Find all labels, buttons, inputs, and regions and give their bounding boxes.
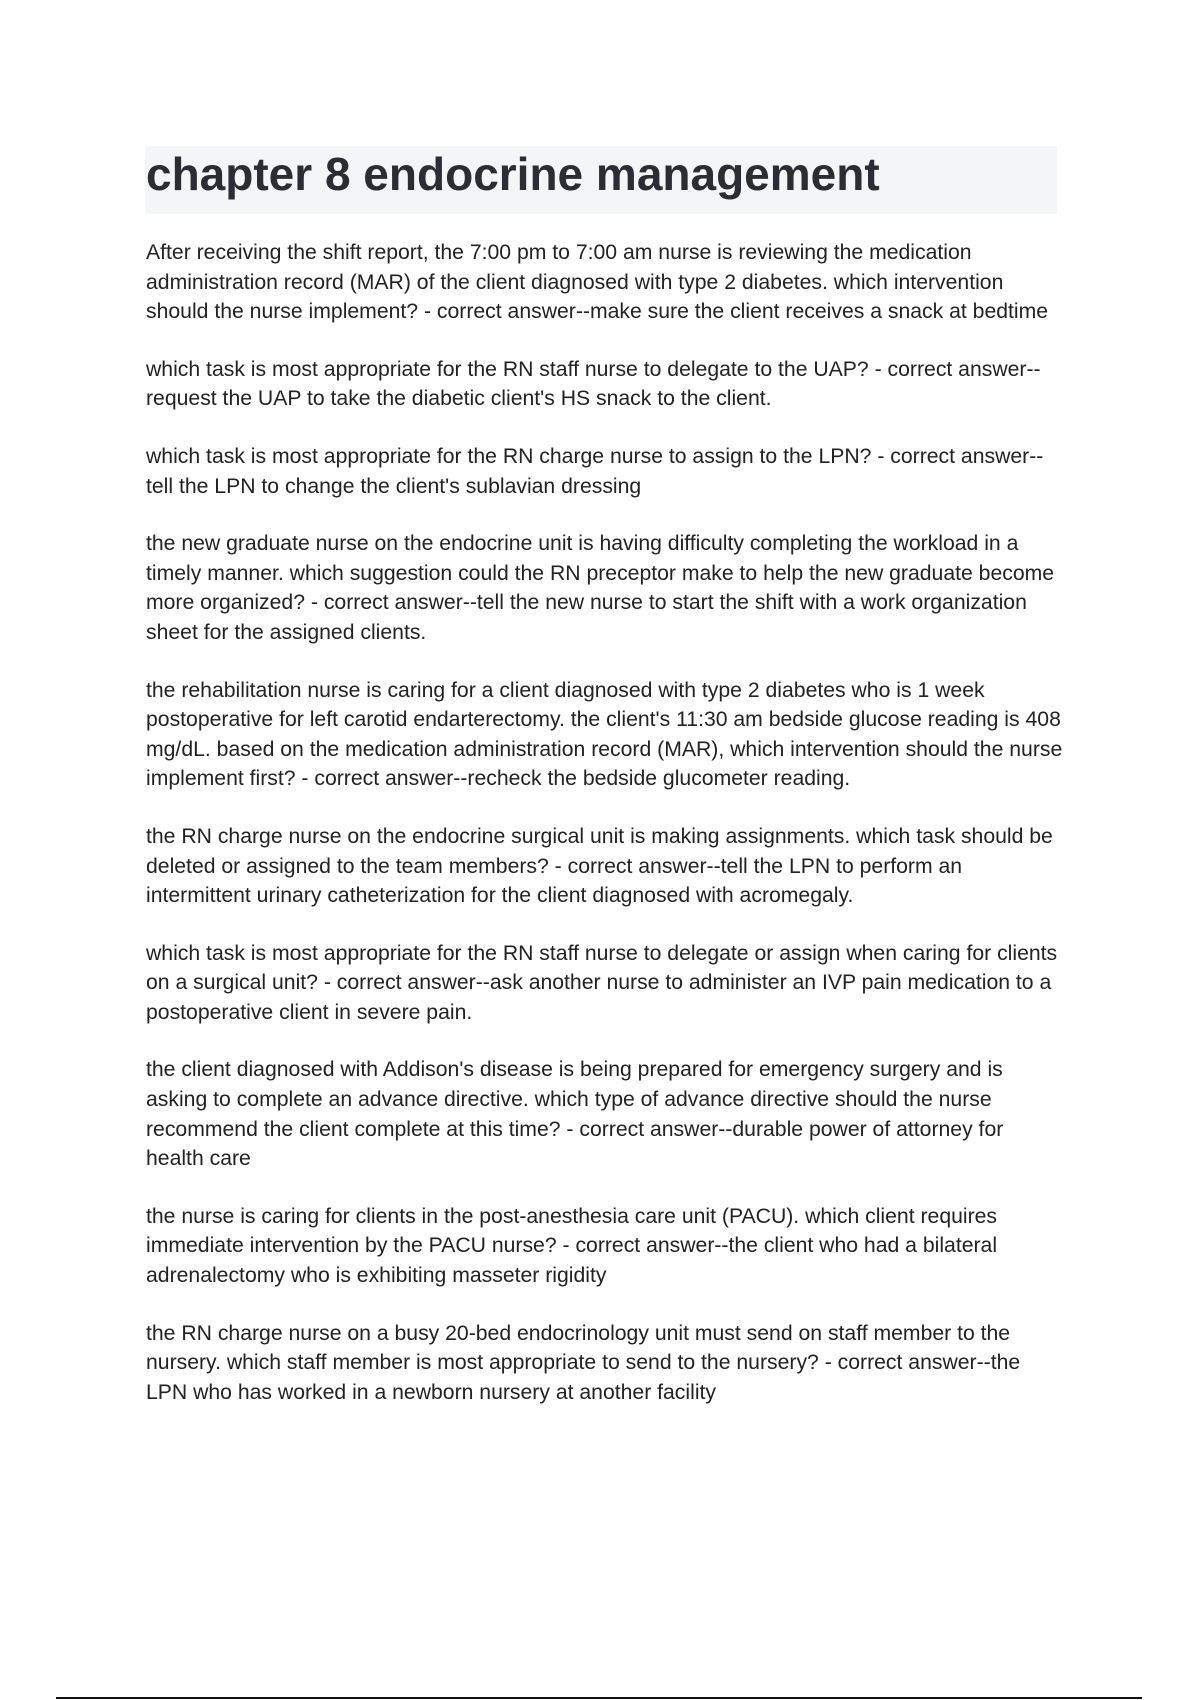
footer-rule [56,1697,1142,1699]
qa-item-1: After receiving the shift report, the 7:00 pm to 7:00 am nurse is reviewing the medication administration record (MAR) of the client diagnosed with type 2 diabetes. which intervention should the nurse implement? - correct answer--make sure the client receives a snack at bedtime [146,241,1049,324]
qa-item-5: the rehabilitation nurse is caring for a client diagnosed with type 2 diabetes who is 1 week postoperative for left carotid endarterectomy. the client's 11:30 am bedside glucose reading is 408 mg/dL. based on the medication administration record (MAR), which intervention should the nurse implement first? - correct answer--recheck the bedside glucometer reading. [146,678,1063,791]
document-title: chapter 8 endocrine management [146,148,880,200]
question-answer-list [146,238,1066,1435]
qa-item-3: which task is most appropriate for the RN charge nurse to assign to the LPN? - correct answer--tell the LPN to change the client's sublavian dressing [146,444,1044,498]
qa-item-10: the RN charge nurse on a busy 20-bed endocrinology unit must send on staff member to the nursery. which staff member is most appropriate to send to the nursery? - correct answer--the LPN who has worked in a newborn nursery at another facility [146,1321,1021,1404]
qa-item-7: which task is most appropriate for the RN staff nurse to delegate or assign when caring for clients on a surgical unit? - correct answer--ask another nurse to administer an IVP pain medication to a postoperative client in severe pain. [146,941,1058,1024]
qa-item-2: which task is most appropriate for the RN staff nurse to delegate to the UAP? - correct answer--request the UAP to take the diabetic client's HS snack to the client. [146,357,1041,411]
qa-item-8: the client diagnosed with Addison's disease is being prepared for emergency surgery and is asking to complete an advance directive. which type of advance directive should the nurse recommend the client complete at this time? - correct answer--durable power of attorney for health care [146,1058,1004,1171]
qa-item-4: the new graduate nurse on the endocrine unit is having difficulty completing the workload in a timely manner. which suggestion could the RN preceptor make to help the new graduate become more organized? - correct answer--tell the new nurse to start the shift with a work organization sheet for the assigned clients. [146,532,1055,644]
qa-item-9: the nurse is caring for clients in the post-anesthesia care unit (PACU). which client requires immediate intervention by the PACU nurse? - correct answer--the client who had a bilateral adrenalectomy who is exhibiting masseter rigidity [146,1204,998,1288]
qa-item-6: the RN charge nurse on the endocrine surgical unit is making assignments. which task should be deleted or assigned to the team members? - correct answer--tell the LPN to perform an intermittent urinary catheterization for the client diagnosed with acromegaly. [146,824,1053,908]
